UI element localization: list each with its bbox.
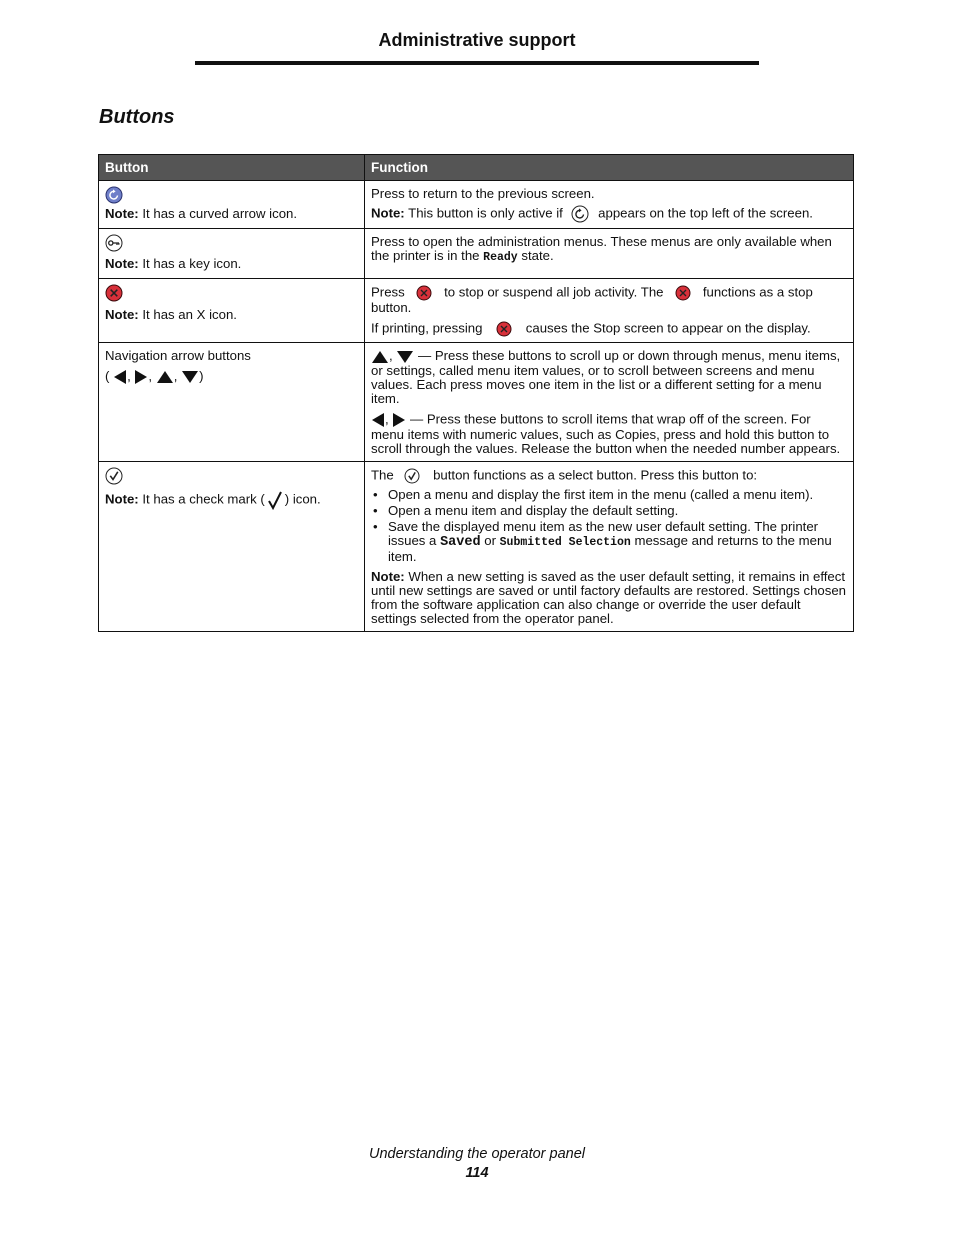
bullet-text: message and returns to the menu item.: [388, 532, 832, 564]
button-cell-select: [99, 461, 365, 631]
nav-label: Navigation arrow buttons: [105, 348, 251, 363]
footer-title: Understanding the operator panel: [368, 1146, 586, 1162]
table-header-row: [99, 155, 854, 181]
note-label: Note:: [371, 568, 405, 584]
select-bullet-list: [371, 488, 847, 564]
function-cell-back: [365, 181, 854, 229]
ready-state-code: Ready: [483, 251, 518, 264]
note-text: It has a key icon.: [142, 256, 242, 271]
list-item: [388, 520, 847, 564]
stop-x-icon: [105, 284, 123, 302]
note-label: Note:: [371, 205, 405, 221]
up-arrow-icon: [156, 370, 174, 384]
table-row: [99, 229, 854, 279]
right-arrow-icon: [392, 412, 406, 428]
check-icon: [400, 468, 426, 484]
separator: ,: [173, 368, 178, 384]
function-text: — Press these buttons to scroll items that wrap off of the screen. For menu items with numeric values, such as Copies, press and hold this button to scroll through the values. Release the button when the needed number appears.: [371, 411, 841, 456]
function-cell-stop: [365, 279, 854, 343]
bullet-text: or: [484, 532, 496, 548]
back-arrow-icon: [105, 186, 123, 204]
stop-x-icon: [411, 285, 437, 301]
page-number: 114: [465, 1165, 489, 1181]
list-item: • Open a menu item and display the default setting.: [388, 504, 847, 518]
button-cell-back: [99, 181, 365, 229]
stop-x-icon: [670, 285, 696, 301]
stop-x-icon: [489, 321, 519, 337]
down-arrow-icon: [181, 370, 199, 384]
function-text: Press to open the administration menus. These menus are only available when the printer is in the: [371, 234, 832, 263]
separator: ,: [127, 368, 131, 384]
running-header: Administrative support: [378, 30, 576, 50]
note-label: Note:: [105, 491, 139, 506]
column-header-function: Function: [365, 155, 854, 181]
submitted-selection-code: Submitted Selection: [499, 535, 631, 549]
note-text: ) icon.: [284, 491, 321, 506]
right-arrow-icon: [134, 369, 148, 385]
up-arrow-icon: [371, 350, 389, 364]
table-row: [99, 279, 854, 343]
table-row: [99, 343, 854, 462]
section-title: Buttons: [99, 106, 175, 128]
note-text: appears on the top left of the screen.: [598, 205, 813, 221]
function-text: The: [371, 467, 394, 482]
function-text: to stop or suspend all job activity. The: [444, 284, 664, 300]
function-text: Press to return to the previous screen.: [371, 186, 595, 201]
function-text: If printing, pressing: [371, 320, 483, 336]
note-text: It has a check mark (: [142, 491, 265, 506]
separator: ,: [148, 368, 153, 384]
separator: ,: [389, 348, 393, 363]
function-text: button functions as a select button. Press this button to:: [433, 467, 758, 482]
note-label: Note:: [105, 256, 139, 271]
function-cell-navigation: [365, 343, 854, 462]
saved-code: Saved: [440, 534, 481, 550]
function-cell-menu: [365, 229, 854, 279]
down-arrow-icon: [396, 350, 414, 364]
table-row: [99, 181, 854, 229]
function-cell-select: [365, 461, 854, 631]
function-text: functions as a stop button.: [371, 284, 813, 315]
note-text: It has a curved arrow icon.: [142, 206, 298, 221]
button-cell-menu: [99, 229, 365, 279]
key-icon: [105, 234, 123, 252]
function-text: — Press these buttons to scroll up or down through menus, menu items, or settings, called menu item values, or to scroll between screens and menu values. Each press moves one item in the list or a different setting for a menu item.: [371, 348, 841, 406]
note-text: When a new setting is saved as the user default setting, it remains in effect until new settings are saved or until factory defaults are restored. Settings chosen from the software application can also change or override the user default settings selected from the operator panel.: [371, 568, 847, 626]
note-label: Note:: [105, 206, 139, 221]
check-mark-icon: [267, 490, 283, 510]
check-icon: [105, 467, 123, 485]
list-item: • Open a menu and display the first item in the menu (called a menu item).: [388, 488, 847, 502]
table-row: [99, 461, 854, 631]
header-rule: [195, 61, 759, 65]
note-text: This button is only active if: [408, 205, 563, 221]
left-arrow-icon: [113, 369, 127, 385]
left-arrow-icon: [371, 412, 385, 428]
buttons-table: [98, 154, 854, 632]
button-cell-stop: [99, 279, 365, 343]
function-text: Press: [371, 284, 405, 300]
note-text: It has an X icon.: [142, 307, 237, 322]
function-text: causes the Stop screen to appear on the display.: [525, 320, 811, 336]
button-cell-navigation: [99, 343, 365, 462]
function-text: state.: [521, 248, 554, 263]
note-label: Note:: [105, 307, 139, 322]
separator: ,: [385, 411, 389, 426]
bullet-text: Save the displayed menu item as the new user default setting. The printer issues a: [388, 518, 819, 548]
back-arrow-icon: [570, 205, 590, 223]
paren: ): [199, 368, 204, 384]
paren: (: [105, 368, 110, 384]
column-header-button: Button: [99, 155, 365, 181]
